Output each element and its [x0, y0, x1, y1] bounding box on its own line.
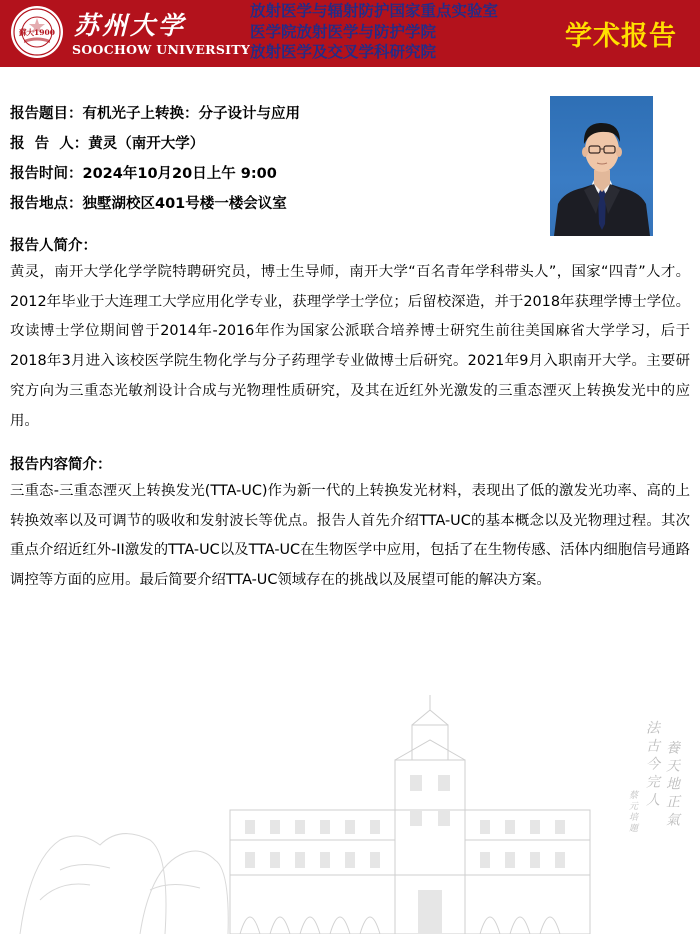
header-banner [0, 0, 700, 67]
university-name-cn: 苏州大学 [74, 11, 187, 40]
campus-building-sketch [0, 640, 700, 934]
abstract-heading: 报告内容简介： [10, 457, 112, 473]
bio-heading: 报告人简介： [10, 238, 97, 254]
lab-name-2: 医学院放射医学与防护学院 [250, 22, 437, 41]
speaker-portrait-icon [550, 96, 653, 236]
university-logo[interactable] [10, 4, 251, 60]
speaker-photo [550, 96, 653, 236]
calligraphy-signature: 蔡元培題 [627, 790, 637, 834]
lab-name-1: 放射医学与辐射防护国家重点实验室 [250, 2, 499, 20]
calligraphy-col-2: 法古今完人 [644, 720, 660, 810]
report-title: 报告题目：有机光子上转换：分子设计与应用 [10, 106, 300, 122]
report-speaker: 报 告 人：黄灵（南开大学） [10, 136, 205, 152]
university-name-en: SOOCHOW UNIVERSITY [72, 42, 251, 57]
lab-name-3: 放射医学及交叉学科研究院 [250, 43, 437, 61]
academic-report-badge: 学术报告 [565, 21, 677, 52]
calligraphy-col-1: 養天地正氣 [664, 740, 680, 830]
report-info [10, 102, 540, 222]
abstract-text: 三重态-三重态湮灭上转换发光(TTA-UC)作为新一代的上转换发光材料，表现出了低的激发光功率、高的上转换效率以及可调节的吸收和发射波长等优点。报告人首先介绍TTA-UC的基本概念以及光物理过程。其次重点介绍近红外-II激发的TTA-UC以及TTA-UC在生物医学中应用，包括了在生物传感、活体内细胞信号通路调控等方面的应用。最后简要介绍TTA-UC领域存在的挑战以及展望可能的解决方案。 [10, 483, 690, 589]
university-seal-icon [10, 5, 64, 59]
seal-lettering: 蘇大1900 [19, 28, 55, 37]
bio-text: 黄灵，南开大学化学学院特聘研究员，博士生导师，南开大学“百名青年学科带头人”，国家“四青”人才。2012年毕业于大连理工大学应用化学专业，获理学学士学位；后留校深造，并于2018年获理学博士学位。攻读博士学位期间曾于2014年-2016年作为国家公派联合培养博士研究生前往美国麻省大学学习，后于2018年3月进入该校医学院生物化学与分子药理学专业做博士后研究。2021年9月入职南开大学。主要研究方向为三重态光敏剂设计合成与光物理性质研究，及其在近红外光激发的三重态湮灭上转换发光中的应用。 [10, 264, 690, 429]
report-place: 报告地点：独墅湖校区401号楼一楼会议室 [10, 196, 287, 212]
report-time: 报告时间：2024年10月20日上午 9:00 [10, 166, 277, 182]
lab-names [250, 1, 550, 63]
